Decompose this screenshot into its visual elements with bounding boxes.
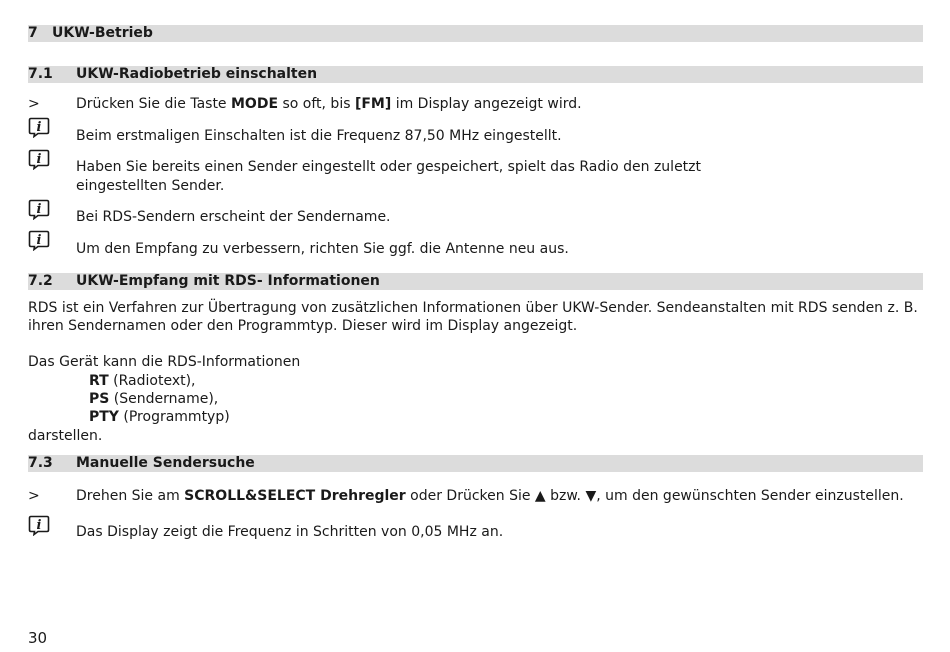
step-marker: > — [28, 488, 40, 504]
info-note: Bei RDS-Sendern erscheint der Sendername. — [76, 209, 391, 225]
section-title: Manuelle Sendersuche — [76, 455, 255, 471]
svg-text:i: i — [36, 120, 42, 135]
step-text: Drücken Sie die Taste — [76, 96, 231, 112]
info-icon — [28, 117, 50, 137]
rds-item — [89, 408, 230, 426]
arrow-up-icon: ▲ — [534, 488, 546, 504]
rds-item — [89, 390, 218, 408]
step-text: bzw. — [545, 488, 586, 504]
section-number: 7.1 — [28, 66, 53, 82]
rds-abbr: PS — [89, 391, 110, 407]
step-instruction — [76, 487, 904, 505]
info-icon — [28, 199, 50, 219]
info-icon — [28, 515, 50, 535]
key-label: SCROLL&SELECT Drehregler — [184, 488, 406, 504]
rds-desc: (Sendername), — [109, 391, 219, 407]
info-note: Haben Sie bereits einen Sender eingestellt oder gespeichert, spielt das Radio den zuletzt — [76, 159, 702, 175]
key-label: MODE — [231, 96, 279, 112]
paragraph-line: ihren Sendernamen oder den Programmtyp. Dieser wird im Display angezeigt. — [28, 318, 578, 334]
info-icon — [28, 230, 50, 250]
section-title: UKW-Betrieb — [52, 25, 153, 41]
section-number: 7 — [28, 25, 38, 41]
rds-desc: (Programmtyp) — [118, 409, 230, 425]
rds-abbr: PTY — [89, 409, 119, 425]
info-note: Das Display zeigt die Frequenz in Schritten von 0,05 MHz an. — [76, 524, 504, 540]
paragraph-line: RDS ist ein Verfahren zur Übertragung von zusätzlichen Informationen über UKW-Sender. Sendeanstalten mit RDS senden z. B. — [28, 300, 918, 316]
section-7-2-heading — [28, 273, 923, 290]
step-text: Drehen Sie am — [76, 488, 185, 504]
section-title: UKW-Radiobetrieb einschalten — [76, 66, 318, 82]
info-note: Beim erstmaligen Einschalten ist die Frequenz 87,50 MHz eingestellt. — [76, 128, 562, 144]
section-7-heading — [28, 25, 923, 42]
svg-text:i: i — [36, 518, 42, 533]
step-text: so oft, bis — [278, 96, 355, 112]
section-number: 7.3 — [28, 455, 53, 471]
step-marker: > — [28, 96, 40, 112]
section-number: 7.2 — [28, 273, 53, 289]
svg-text:i: i — [36, 202, 42, 217]
info-icon — [28, 149, 50, 169]
info-note-continued: eingestellten Sender. — [76, 178, 225, 194]
step-text: , um den gewünschten Sender einzustellen. — [596, 488, 904, 504]
section-title: UKW-Empfang mit RDS- Informationen — [76, 273, 380, 289]
paragraph-line: darstellen. — [28, 428, 103, 444]
info-note: Um den Empfang zu verbessern, richten Sie ggf. die Antenne neu aus. — [76, 241, 569, 257]
svg-text:i: i — [36, 152, 42, 167]
rds-abbr: RT — [89, 373, 109, 389]
rds-item — [89, 372, 196, 390]
step-text: im Display angezeigt wird. — [391, 96, 582, 112]
svg-text:i: i — [36, 233, 42, 248]
arrow-down-icon: ▼ — [585, 488, 597, 504]
rds-desc: (Radiotext), — [108, 373, 196, 389]
section-7-3-heading — [28, 455, 923, 472]
step-text: oder Drücken Sie — [405, 488, 535, 504]
step-instruction — [76, 95, 582, 113]
paragraph-line: Das Gerät kann die RDS-Informationen — [28, 354, 301, 370]
display-label: [FM] — [354, 96, 392, 112]
page-number: 30 — [28, 629, 48, 647]
section-7-1-heading — [28, 66, 923, 83]
